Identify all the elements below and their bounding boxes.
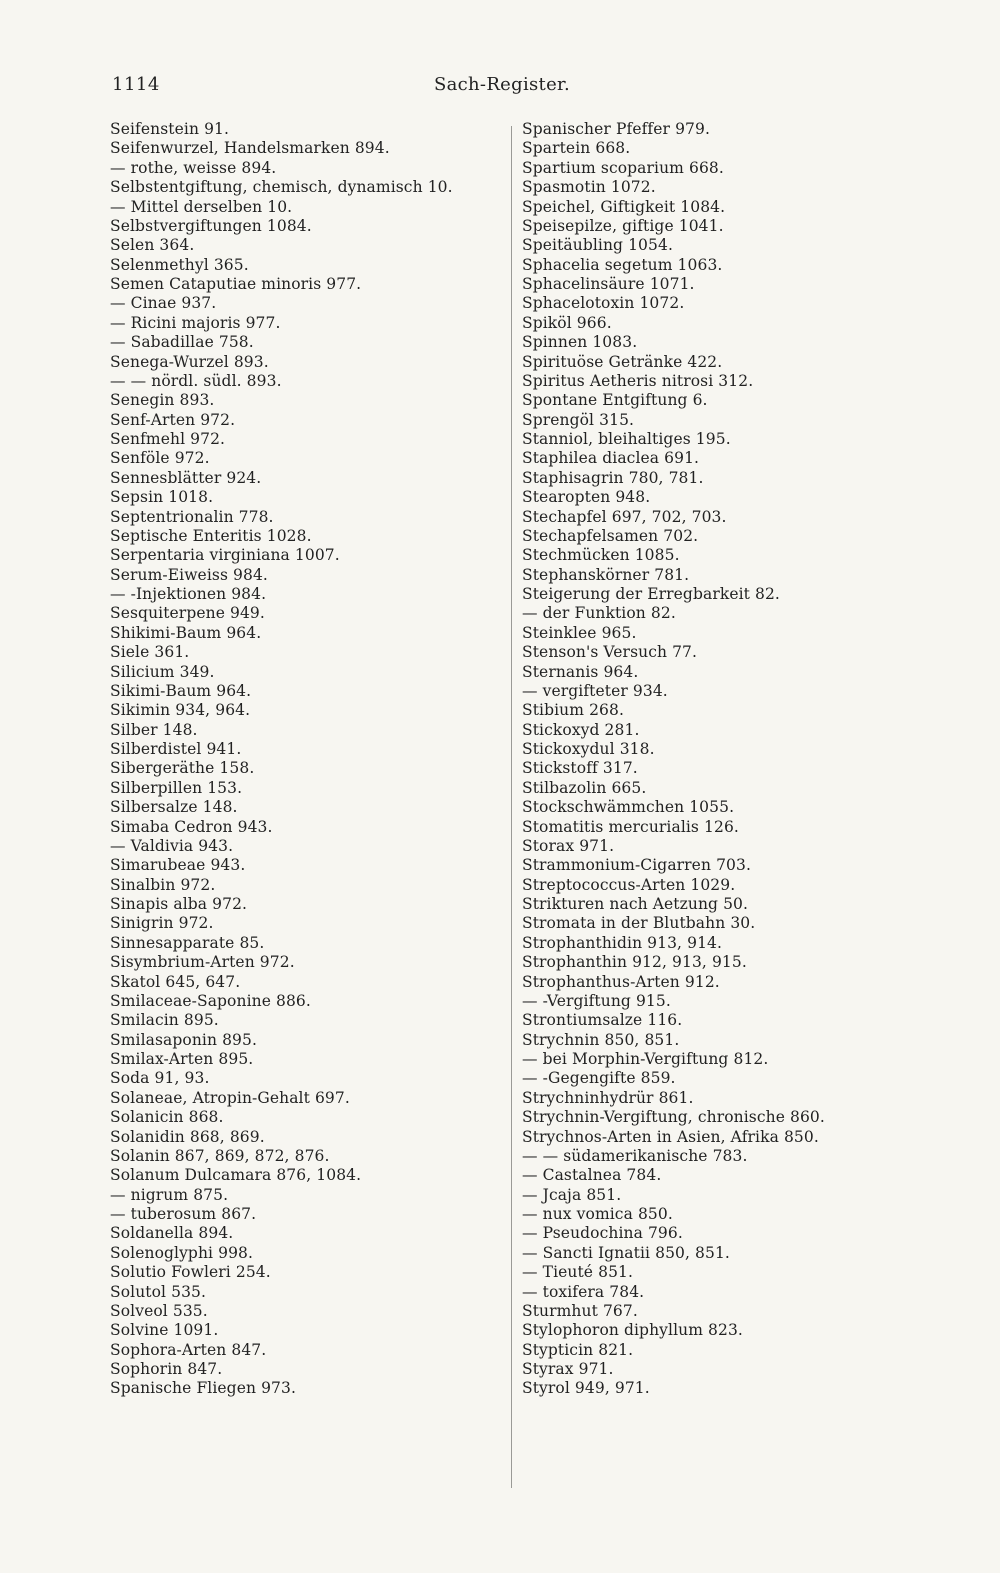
index-entry: Semen Cataputiae minoris 977.: [110, 275, 362, 293]
index-entry: Solutio Fowleri 254.: [110, 1263, 271, 1282]
index-entry: Sturmhut 767.: [522, 1301, 638, 1320]
index-entry: Strophanthin 912, 913, 915.: [522, 953, 747, 972]
index-entry: Sprengöl 315.: [522, 410, 635, 429]
index-entry: Spirituöse Getränke 422.: [522, 352, 723, 371]
index-entry: Stomatitis mercurialis 126.: [522, 817, 739, 836]
index-entry: — Sancti Ignatii 850, 851.: [522, 1243, 730, 1262]
index-entry: Solaneae, Atropin-Gehalt 697.: [110, 1088, 350, 1107]
index-entry: Solveol 535.: [110, 1301, 208, 1320]
index-entry: Selen 364.: [110, 236, 195, 255]
right-index-column: [522, 120, 902, 1399]
index-entry: Silberpillen 153.: [110, 778, 243, 797]
index-entry: Soldanella 894.: [110, 1224, 234, 1243]
index-entry: Simarubeae 943.: [110, 856, 246, 875]
index-entry: — Cinae 937.: [110, 294, 217, 313]
index-entry: Smilacin 895.: [110, 1011, 219, 1030]
index-entry: — vergifteter 934.: [522, 681, 668, 700]
index-entry: Stanniol, bleihaltiges 195.: [522, 430, 731, 448]
index-entry: — nigrum 875.: [110, 1185, 229, 1204]
index-entry: — -Injektionen 984.: [110, 585, 267, 603]
index-entry: — — nördl. südl. 893.: [110, 371, 282, 390]
index-entry: Stearopten 948.: [522, 488, 651, 507]
index-entry: Seifenwurzel, Handelsmarken 894.: [110, 139, 390, 158]
index-entry: Strophanthidin 913, 914.: [522, 933, 723, 952]
index-entry: Septentrionalin 778.: [110, 507, 274, 526]
index-entry: Spartein 668.: [522, 139, 631, 158]
index-entry: Stromata in der Blutbahn 30.: [522, 914, 756, 933]
index-entry: Serum-Eiweiss 984.: [110, 565, 268, 584]
index-entry: Solanum Dulcamara 876, 1084.: [110, 1166, 362, 1185]
index-entry: Selbstentgiftung, chemisch, dynamisch 10.: [110, 178, 453, 197]
index-entry: Stenson's Versuch 77.: [522, 643, 698, 662]
index-entry: Strychnos-Arten in Asien, Afrika 850.: [522, 1127, 819, 1146]
index-entry: — — südamerikanische 783.: [522, 1146, 748, 1165]
index-entry: Stickstoff 317.: [522, 759, 638, 778]
index-entry: Senfmehl 972.: [110, 430, 226, 448]
index-entry: Stickoxyd 281.: [522, 720, 640, 739]
index-entry: Stibium 268.: [522, 701, 625, 720]
index-entry: Solvine 1091.: [110, 1321, 219, 1340]
index-entry: Spiritus Aetheris nitrosi 312.: [522, 371, 754, 390]
index-entry: Speisepilze, giftige 1041.: [522, 216, 724, 235]
index-entry: Sesquiterpene 949.: [110, 604, 265, 623]
index-entry: Simaba Cedron 943.: [110, 817, 273, 836]
index-entry: Spasmotin 1072.: [522, 178, 656, 197]
index-entry: — Castalnea 784.: [522, 1166, 662, 1185]
index-entry: Smilasaponin 895.: [110, 1030, 257, 1049]
index-entry: — tuberosum 867.: [110, 1205, 257, 1223]
index-entry: Strontiumsalze 116.: [522, 1011, 683, 1030]
index-entry: Staphilea diaclea 691.: [522, 449, 700, 468]
index-entry: Spartium scoparium 668.: [522, 158, 724, 177]
page-number: 1114: [112, 74, 160, 95]
index-entry: Seifenstein 91.: [110, 120, 230, 138]
index-entry: Strophanthus-Arten 912.: [522, 972, 720, 991]
column-divider: [511, 126, 512, 1488]
index-entry: — Valdivia 943.: [110, 836, 234, 855]
index-entry: Sinnesapparate 85.: [110, 933, 265, 952]
index-entry: Solenoglyphi 998.: [110, 1243, 254, 1262]
index-entry: Spiköl 966.: [522, 313, 612, 332]
index-entry: Strikturen nach Aetzung 50.: [522, 895, 749, 913]
index-entry: Stechapfelsamen 702.: [522, 526, 699, 545]
index-entry: Silberdistel 941.: [110, 740, 242, 758]
index-entry: — der Funktion 82.: [522, 604, 676, 623]
index-entry: Senegin 893.: [110, 391, 215, 410]
index-entry: Styrax 971.: [522, 1360, 614, 1378]
index-entry: Stylophoron diphyllum 823.: [522, 1321, 743, 1340]
index-entry: Skatol 645, 647.: [110, 972, 241, 991]
index-entry: Selbstvergiftungen 1084.: [110, 216, 312, 235]
running-title: Sach-Register.: [434, 74, 570, 95]
index-entry: Spanische Fliegen 973.: [110, 1379, 296, 1398]
index-entry: Stockschwämmchen 1055.: [522, 798, 735, 817]
index-entry: Shikimi-Baum 964.: [110, 623, 262, 642]
index-entry: Silicium 349.: [110, 662, 215, 681]
index-entry: Serpentaria virginiana 1007.: [110, 546, 340, 565]
index-entry: — Mittel derselben 10.: [110, 197, 293, 216]
index-entry: Spontane Entgiftung 6.: [522, 391, 708, 410]
index-entry: Solanidin 868, 869.: [110, 1127, 265, 1146]
index-entry: Senföle 972.: [110, 449, 210, 468]
index-entry: Sepsin 1018.: [110, 488, 214, 507]
index-entry: Sophorin 847.: [110, 1360, 223, 1378]
index-entry: Siele 361.: [110, 643, 190, 662]
index-entry: Stickoxydul 318.: [522, 740, 655, 758]
index-entry: Sikimin 934, 964.: [110, 701, 251, 720]
index-entry: Senf-Arten 972.: [110, 410, 236, 429]
index-entry: Strychninhydrür 861.: [522, 1088, 694, 1107]
index-entry: Sennesblätter 924.: [110, 468, 262, 487]
index-entry: Stechapfel 697, 702, 703.: [522, 507, 727, 526]
index-entry: Soda 91, 93.: [110, 1069, 210, 1088]
index-entry: Sophora-Arten 847.: [110, 1340, 267, 1359]
index-entry: — rothe, weisse 894.: [110, 158, 277, 177]
index-entry: Sinigrin 972.: [110, 914, 214, 933]
index-entry: Staphisagrin 780, 781.: [522, 468, 704, 487]
left-index-column: [110, 120, 505, 1399]
index-entry: — nux vomica 850.: [522, 1205, 673, 1223]
index-entry: Sikimi-Baum 964.: [110, 681, 252, 700]
index-entry: Solanin 867, 869, 872, 876.: [110, 1146, 330, 1165]
index-entry: — Tieuté 851.: [522, 1263, 634, 1282]
index-entry: Senega-Wurzel 893.: [110, 352, 269, 371]
index-entry: Selenmethyl 365.: [110, 255, 249, 274]
index-entry: Speichel, Giftigkeit 1084.: [522, 197, 726, 216]
index-entry: Streptococcus-Arten 1029.: [522, 875, 736, 894]
index-entry: Sphacelia segetum 1063.: [522, 255, 723, 274]
index-entry: — Ricini majoris 977.: [110, 313, 281, 332]
index-entry: Styrol 949, 971.: [522, 1379, 650, 1398]
index-entry: — Jcaja 851.: [522, 1185, 622, 1204]
index-entry: Silber 148.: [110, 720, 198, 739]
index-entry: — toxifera 784.: [522, 1282, 645, 1301]
index-entry: Speitäubling 1054.: [522, 236, 673, 255]
index-entry: Solanicin 868.: [110, 1108, 224, 1127]
index-entry: Spanischer Pfeffer 979.: [522, 120, 710, 138]
index-entry: Strammonium-Cigarren 703.: [522, 856, 751, 875]
index-entry: Silbersalze 148.: [110, 798, 238, 817]
index-entry: Sibergeräthe 158.: [110, 759, 255, 778]
index-entry: Storax 971.: [522, 836, 615, 855]
index-entry: Septische Enteritis 1028.: [110, 526, 312, 545]
index-entry: Solutol 535.: [110, 1282, 207, 1301]
index-entry: — Pseudochina 796.: [522, 1224, 683, 1243]
index-entry: Smilaceae-Saponine 886.: [110, 991, 311, 1010]
index-entry: Stephanskörner 781.: [522, 565, 690, 584]
index-entry: Smilax-Arten 895.: [110, 1050, 254, 1068]
index-entry: Strychnin-Vergiftung, chronische 860.: [522, 1108, 825, 1127]
index-entry: Sinapis alba 972.: [110, 895, 248, 913]
index-entry: Spinnen 1083.: [522, 333, 638, 352]
index-entry: Sinalbin 972.: [110, 875, 216, 894]
index-entry: Stilbazolin 665.: [522, 778, 647, 797]
index-entry: — bei Morphin-Vergiftung 812.: [522, 1050, 769, 1068]
index-entry: Sisymbrium-Arten 972.: [110, 953, 295, 972]
index-entry: Sphacelinsäure 1071.: [522, 275, 695, 293]
index-entry: Strychnin 850, 851.: [522, 1030, 680, 1049]
index-entry: Steinklee 965.: [522, 623, 637, 642]
index-entry: — -Gegengifte 859.: [522, 1069, 676, 1088]
index-entry: Stechmücken 1085.: [522, 546, 680, 565]
index-entry: Stypticin 821.: [522, 1340, 634, 1359]
index-entry: Sternanis 964.: [522, 662, 639, 681]
page-header: [112, 74, 892, 100]
index-entry: Steigerung der Erregbarkeit 82.: [522, 585, 780, 603]
index-entry: Sphacelotoxin 1072.: [522, 294, 685, 313]
index-entry: — -Vergiftung 915.: [522, 991, 671, 1010]
index-entry: — Sabadillae 758.: [110, 333, 254, 352]
